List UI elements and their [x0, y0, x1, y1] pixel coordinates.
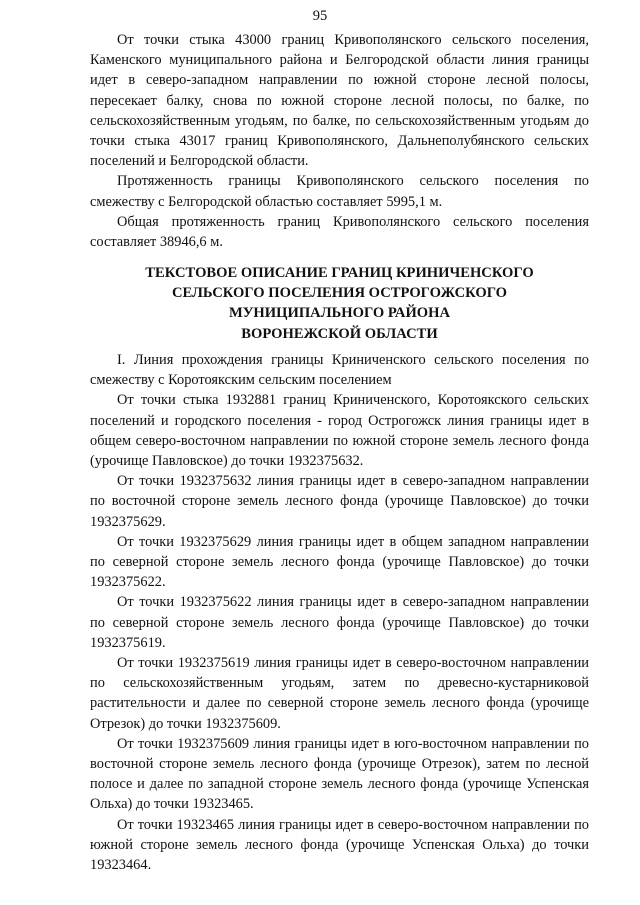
heading-line-2: СЕЛЬСКОГО ПОСЕЛЕНИЯ ОСТРОГОЖСКОГО — [171, 285, 508, 302]
paragraph-point-1932881: От точки стыка 1932881 границ Криниченского, Коротоякского сельских поселений и городского поселения - город Острогожск линия границы идет в общем северо-восточном направлении по южной стороне земель лесного фонда (урочище Павловское) до точки 1932375632. — [90, 392, 589, 470]
heading-line-4: ВОРОНЕЖСКОЙ ОБЛАСТИ — [241, 325, 438, 342]
section-text-block — [90, 350, 589, 875]
paragraph-point-1932375632: От точки 1932375632 линия границы идет в северо-западном направлении по восточной стороне земель лесного фонда (урочище Павловское) до точки 1932375629. — [90, 473, 589, 530]
paragraph-point-1932375609: От точки 1932375609 линия границы идет в юго-восточном направлении по восточной стороне земель лесного фонда (урочище Отрезок), затем по лесной полосе и далее по западной стороне земель лесного фонда (урочище Успенская Ольха) до точки 19323465. — [90, 735, 589, 813]
subsection-title: I. Линия прохождения границы Криниченского сельского поселения по смежеству с Коротоякским сельским поселением — [90, 352, 589, 389]
paragraph-point-19323465: От точки 19323465 линия границы идет в северо-восточном направлении по южной стороне земель лесного фонда (урочище Успенская Ольха) до точки 19323464. — [90, 816, 589, 874]
heading-line-3: МУНИЦИПАЛЬНОГО РАЙОНА — [228, 305, 451, 322]
paragraph-point-1932375629: От точки 1932375629 линия границы идет в общем западном направлении по северной стороне земель лесного фонда (урочище Павловское) до точки 1932375622. — [90, 533, 589, 591]
section-heading — [90, 263, 589, 344]
paragraph-point-1932375622: От точки 1932375622 линия границы идет в северо-западном направлении по северной стороне земель лесного фонда (урочище Павловское) до точки 1932375619. — [90, 594, 589, 651]
paragraph-total-length: Общая протяженность границ Кривополянского сельского поселения составляет 38946,6 м. — [90, 213, 589, 251]
paragraph-point-1932375619: От точки 1932375619 линия границы идет в северо-восточном направлении по сельскохозяйственным угодьям, затем по древесно-кустарниковой растительности и далее по северной стороне земель лесного фонда (урочище Отрезок) до точки 1932375609. — [90, 655, 589, 732]
paragraph-belgorod-length: Протяженность границы Кривополянского сельского поселения по смежеству с Белгородской областью составляет 5995,1 м. — [90, 173, 589, 210]
paragraph-boundary-description: От точки стыка 43000 границ Кривополянского сельского поселения, Каменского муниципального района и Белгородской области линия границы идет в северо-западном направлении по южной стороне лесной полосы, пересекает балку, снова по южной стороне лесной полосы, по балке, по сельскохозяйственным угодьям, по балке, по сельскохозяйственным угодьям до точки стыка 43017 границ Кривополянского, Дальнеполубянского сельских поселений и Белгородской области. — [90, 32, 589, 170]
page-number: 95 — [312, 8, 328, 24]
intro-text-block — [90, 30, 589, 252]
heading-line-1: ТЕКСТОВОЕ ОПИСАНИЕ ГРАНИЦ КРИНИЧЕНСКОГО — [145, 265, 534, 281]
